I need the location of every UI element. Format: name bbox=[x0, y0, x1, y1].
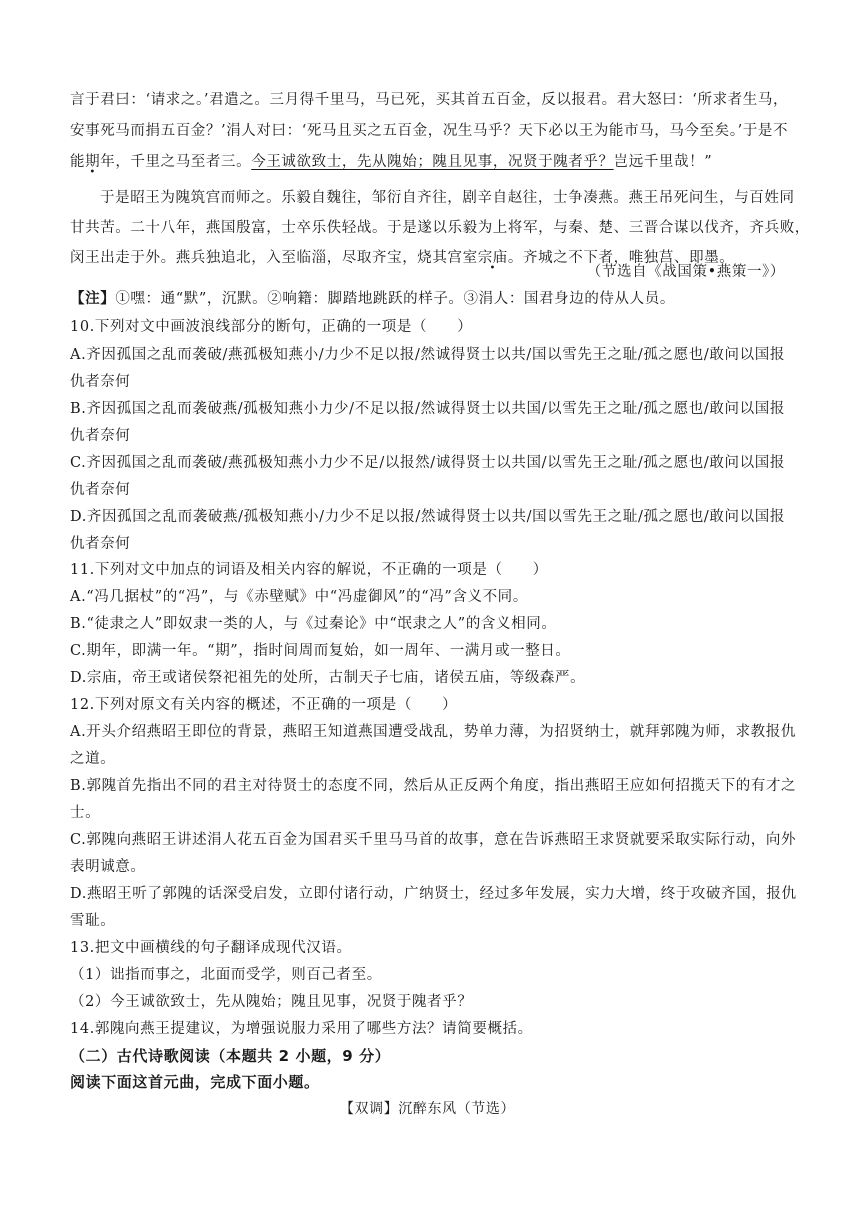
option-a-cont: 之道。 bbox=[70, 751, 116, 767]
passage-line: 言于君曰：‘请求之。’君遣之。三月得千里马，马已死，买其首五百金，反以报君。君大怒曰：‘所求者生马， bbox=[70, 92, 789, 108]
question-14-stem: 14.郭隗向燕王提建议，为增强说服力采用了哪些方法？请简要概括。 bbox=[70, 1021, 533, 1037]
option-b-cont: 仇者奈何 bbox=[70, 428, 131, 444]
option-d-cont: 雪耻。 bbox=[70, 913, 116, 929]
note-text: ①嘿：通“默”，沉默。②响籍：脚踏地跳跃的样子。③涓人：国君身边的侍从人员。 bbox=[115, 291, 675, 307]
option-b: B.“徒隶之人”即奴隶一类的人，与《过秦论》中“氓隶之人”的含义相同。 bbox=[70, 616, 557, 632]
question-10-stem: 10.下列对文中画波浪线部分的断句，正确的一项是（ ） bbox=[70, 319, 473, 335]
option-d: D.燕昭王听了郭隗的话深受启发，立即付诸行动，广纳贤士，经过多年发展，实力大增，终于攻破齐国，报仇 bbox=[70, 886, 797, 902]
option-d: D.宗庙，帝王或诸侯祭祀祖先的处所，古制天子七庙，诸侯五庙，等级森严。 bbox=[70, 670, 586, 686]
passage-source: （节选自《战国策•燕策一》） bbox=[586, 264, 785, 280]
option-c-cont: 仇者奈何 bbox=[70, 482, 131, 498]
option-d: D.齐因孤国之乱而袭破燕/孤极知燕小/力少不足以报/然诚得贤士以共/国以雪先王之耻/孤之愿也/敢问以国报 bbox=[70, 509, 785, 525]
section-heading: （二）古代诗歌阅读（本题共 2 小题，9 分） bbox=[70, 1047, 391, 1065]
section-instruction: 阅读下面这首元曲，完成下面小题。 bbox=[70, 1073, 320, 1091]
question-13-stem: 13.把文中画横线的句子翻译成现代汉语。 bbox=[70, 940, 352, 956]
poem-title: 【双调】沉醉东风（节选） bbox=[339, 1101, 516, 1117]
note-tag: 【注】 bbox=[70, 290, 116, 307]
passage-line: 闵王出走于外。燕兵独追北，入至临淄，尽取齐宝，烧其宫室宗庙。齐城之不下者，唯独莒、即墨。 bbox=[70, 250, 735, 266]
question-11-stem: 11.下列对文中加点的词语及相关内容的解说，不正确的一项是（ ） bbox=[70, 562, 548, 578]
option-a: A.开头介绍燕昭王即位的背景，燕昭王知道燕国遭受战乱，势单力薄，为招贤纳士，就拜郭隗为师，求教报仇 bbox=[70, 724, 796, 740]
option-d-cont: 仇者奈何 bbox=[70, 536, 131, 552]
option-a: A.“冯几据杖”的“冯”，与《赤壁赋》中“冯虚御风”的“冯”含义不同。 bbox=[70, 589, 528, 605]
underlined-sentence: 今王诚欲致士，先从隗始；隗且见事，况贤于隗者乎？ bbox=[251, 154, 614, 170]
option-c: C.期年，即满一年。“期”，指时间周而复始，如一周年、一满月或一整日。 bbox=[70, 643, 571, 659]
option-a: A.齐因孤国之乱而袭破/燕孤极知燕小/力少不足以报/然诚得贤士以共/国以雪先王之耻/孤之愿也/敢问以国报 bbox=[70, 347, 785, 363]
passage-line: 安事死马而捐五百金？’涓人对曰：‘死马且买之五百金，况生马乎？天下必以王为能市马，马今至矣。’于是不 bbox=[70, 123, 789, 139]
option-b-cont: 士。 bbox=[70, 805, 101, 821]
option-c: C.齐因孤国之乱而袭破/燕孤极知燕小力少不足/以报然/诚得贤士以共国/以雪先王之耻/孤之愿也/敢问以国报 bbox=[70, 455, 785, 471]
option-c-cont: 表明诚意。 bbox=[70, 859, 146, 875]
passage-line: 于是昭王为隗筑宫而师之。乐毅自魏往，邹衍自齐往，剧辛自赵往，士争凑燕。燕王吊死问生，与百姓同 bbox=[100, 190, 795, 206]
option-b: B.郭隗首先指出不同的君主对待贤士的态度不同，然后从正反两个角度，指出燕昭王应如何招揽天下的有才之 bbox=[70, 778, 797, 794]
dotted-term: 宗庙 bbox=[477, 250, 508, 266]
option-b: B.齐因孤国之乱而袭破燕/孤极知燕小力少/不足以报/然诚得贤士以共国/以雪先王之耻/孤之愿也/敢问以国报 bbox=[70, 401, 785, 417]
dotted-term: 能期年 bbox=[70, 154, 116, 170]
passage-line: 甘共苦。二十八年，燕国殷富，士卒乐佚轻战。于是遂以乐毅为上将军，与秦、楚、三晋合谋以伐齐，齐兵败， bbox=[70, 220, 810, 236]
option-a-cont: 仇者奈何 bbox=[70, 374, 131, 390]
translation-sentence-1: （1）诎指而事之，北面而受学，则百己者至。 bbox=[70, 967, 382, 983]
question-12-stem: 12.下列对原文有关内容的概述，不正确的一项是（ ） bbox=[70, 697, 458, 713]
annotation-note bbox=[70, 289, 675, 309]
passage-line: 能期年，千里之马至者三。今王诚欲致士，先从隗始；隗且见事，况贤于隗者乎？岂远千里哉！” bbox=[70, 154, 713, 170]
option-c: C.郭隗向燕昭王讲述涓人花五百金为国君买千里马马首的故事，意在告诉燕昭王求贤就要采取实际行动，向外 bbox=[70, 832, 797, 848]
translation-sentence-2: （2）今王诚欲致士，先从隗始；隗且见事，况贤于隗者乎？ bbox=[70, 994, 473, 1010]
